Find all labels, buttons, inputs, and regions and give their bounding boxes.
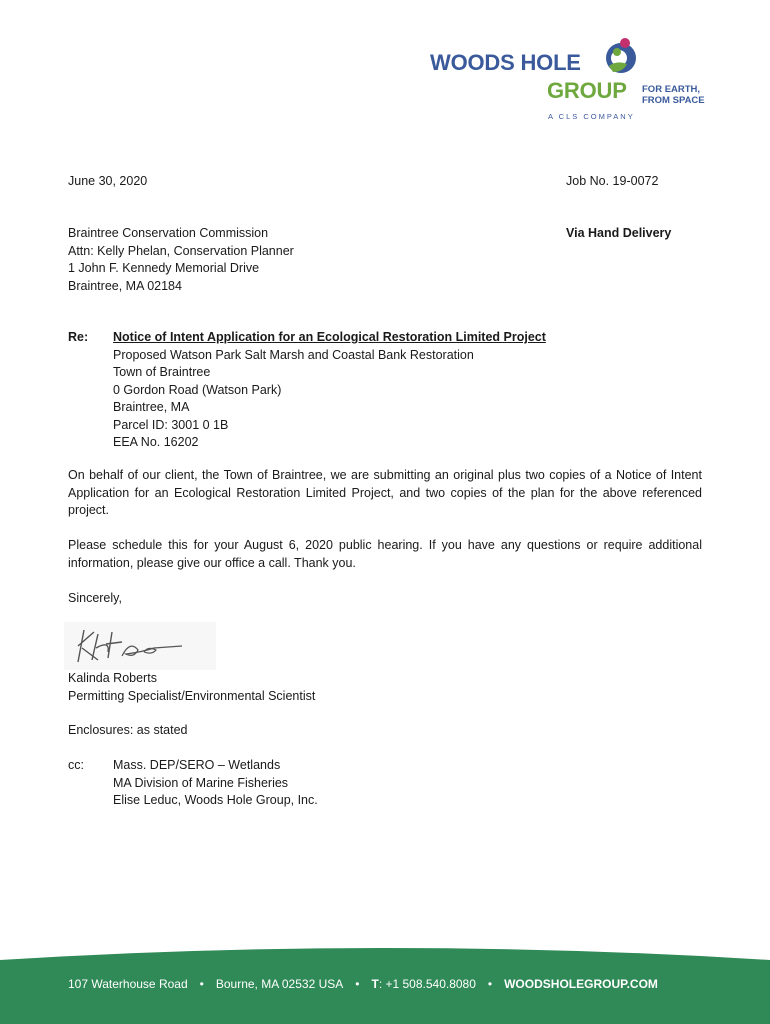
cc-item: Elise Leduc, Woods Hole Group, Inc. [113, 793, 318, 807]
recipient-address [68, 225, 294, 295]
recipient-line: Braintree Conservation Commission [68, 226, 269, 240]
re-line: Proposed Watson Park Salt Marsh and Coastal Bank Restoration [113, 347, 474, 362]
signer-block [68, 670, 315, 705]
company-logo [428, 32, 718, 122]
footer-separator: • [199, 977, 204, 991]
logo-tagline [642, 84, 705, 106]
cc-item: Mass. DEP/SERO – Wetlands [113, 758, 281, 772]
logo-tagline-line2: FROM SPACE [642, 95, 705, 106]
logo-parent-company: A CLS COMPANY [548, 112, 635, 121]
logo-tagline-line1: FOR EARTH, [642, 84, 701, 95]
signer-name: Kalinda Roberts [68, 671, 157, 685]
logo-people-icon [603, 36, 639, 78]
re-line: 0 Gordon Road (Watson Park) [113, 382, 282, 397]
letter-date: June 30, 2020 [68, 174, 148, 188]
re-label: Re: [68, 330, 89, 344]
job-number: Job No. 19-0072 [566, 174, 659, 188]
footer-phone: : +1 508.540.8080 [378, 977, 476, 991]
handwritten-signature [64, 622, 216, 670]
body-paragraph-1: On behalf of our client, the Town of Braintree, we are submitting an original plus two copies of a Notice of Intent Application for an Ecological Restoration Limited Project, and two copies of the plan for the above referenced project. [68, 468, 702, 517]
re-block [113, 329, 546, 452]
re-title: Notice of Intent Application for an Ecological Restoration Limited Project [113, 330, 546, 344]
footer-separator: • [355, 977, 360, 991]
recipient-line: 1 John F. Kennedy Memorial Drive [68, 261, 260, 275]
footer-contact [68, 976, 728, 994]
cc-list [113, 757, 318, 810]
footer-website: WOODSHOLEGROUP.COM [504, 977, 658, 991]
cc-item: MA Division of Marine Fisheries [113, 775, 289, 790]
footer-address: 107 Waterhouse Road [68, 977, 188, 991]
recipient-line: Attn: Kelly Phelan, Conservation Planner [68, 243, 294, 258]
enclosures: Enclosures: as stated [68, 723, 188, 737]
delivery-method: Via Hand Delivery [566, 226, 672, 240]
re-line: Town of Braintree [113, 365, 211, 379]
re-line: EEA No. 16202 [113, 435, 199, 449]
closing: Sincerely, [68, 591, 122, 605]
re-line: Braintree, MA [113, 400, 190, 414]
recipient-line: Braintree, MA 02184 [68, 278, 182, 293]
footer-separator: • [487, 977, 493, 991]
footer-phone-label: T [371, 977, 379, 991]
logo-name-line2: GROUP [547, 78, 627, 103]
logo-name-line1: WOODS HOLE [430, 50, 581, 75]
body-paragraph-2: Please schedule this for your August 6, 2020 public hearing. If you have any questions or require additional information, please give our office a call. Thank you. [68, 538, 702, 570]
signer-title: Permitting Specialist/Environmental Scientist [68, 688, 316, 703]
re-line: Parcel ID: 3001 0 1B [113, 417, 229, 432]
footer-city: Bourne, MA 02532 USA [215, 977, 344, 991]
cc-label: cc: [68, 758, 84, 772]
